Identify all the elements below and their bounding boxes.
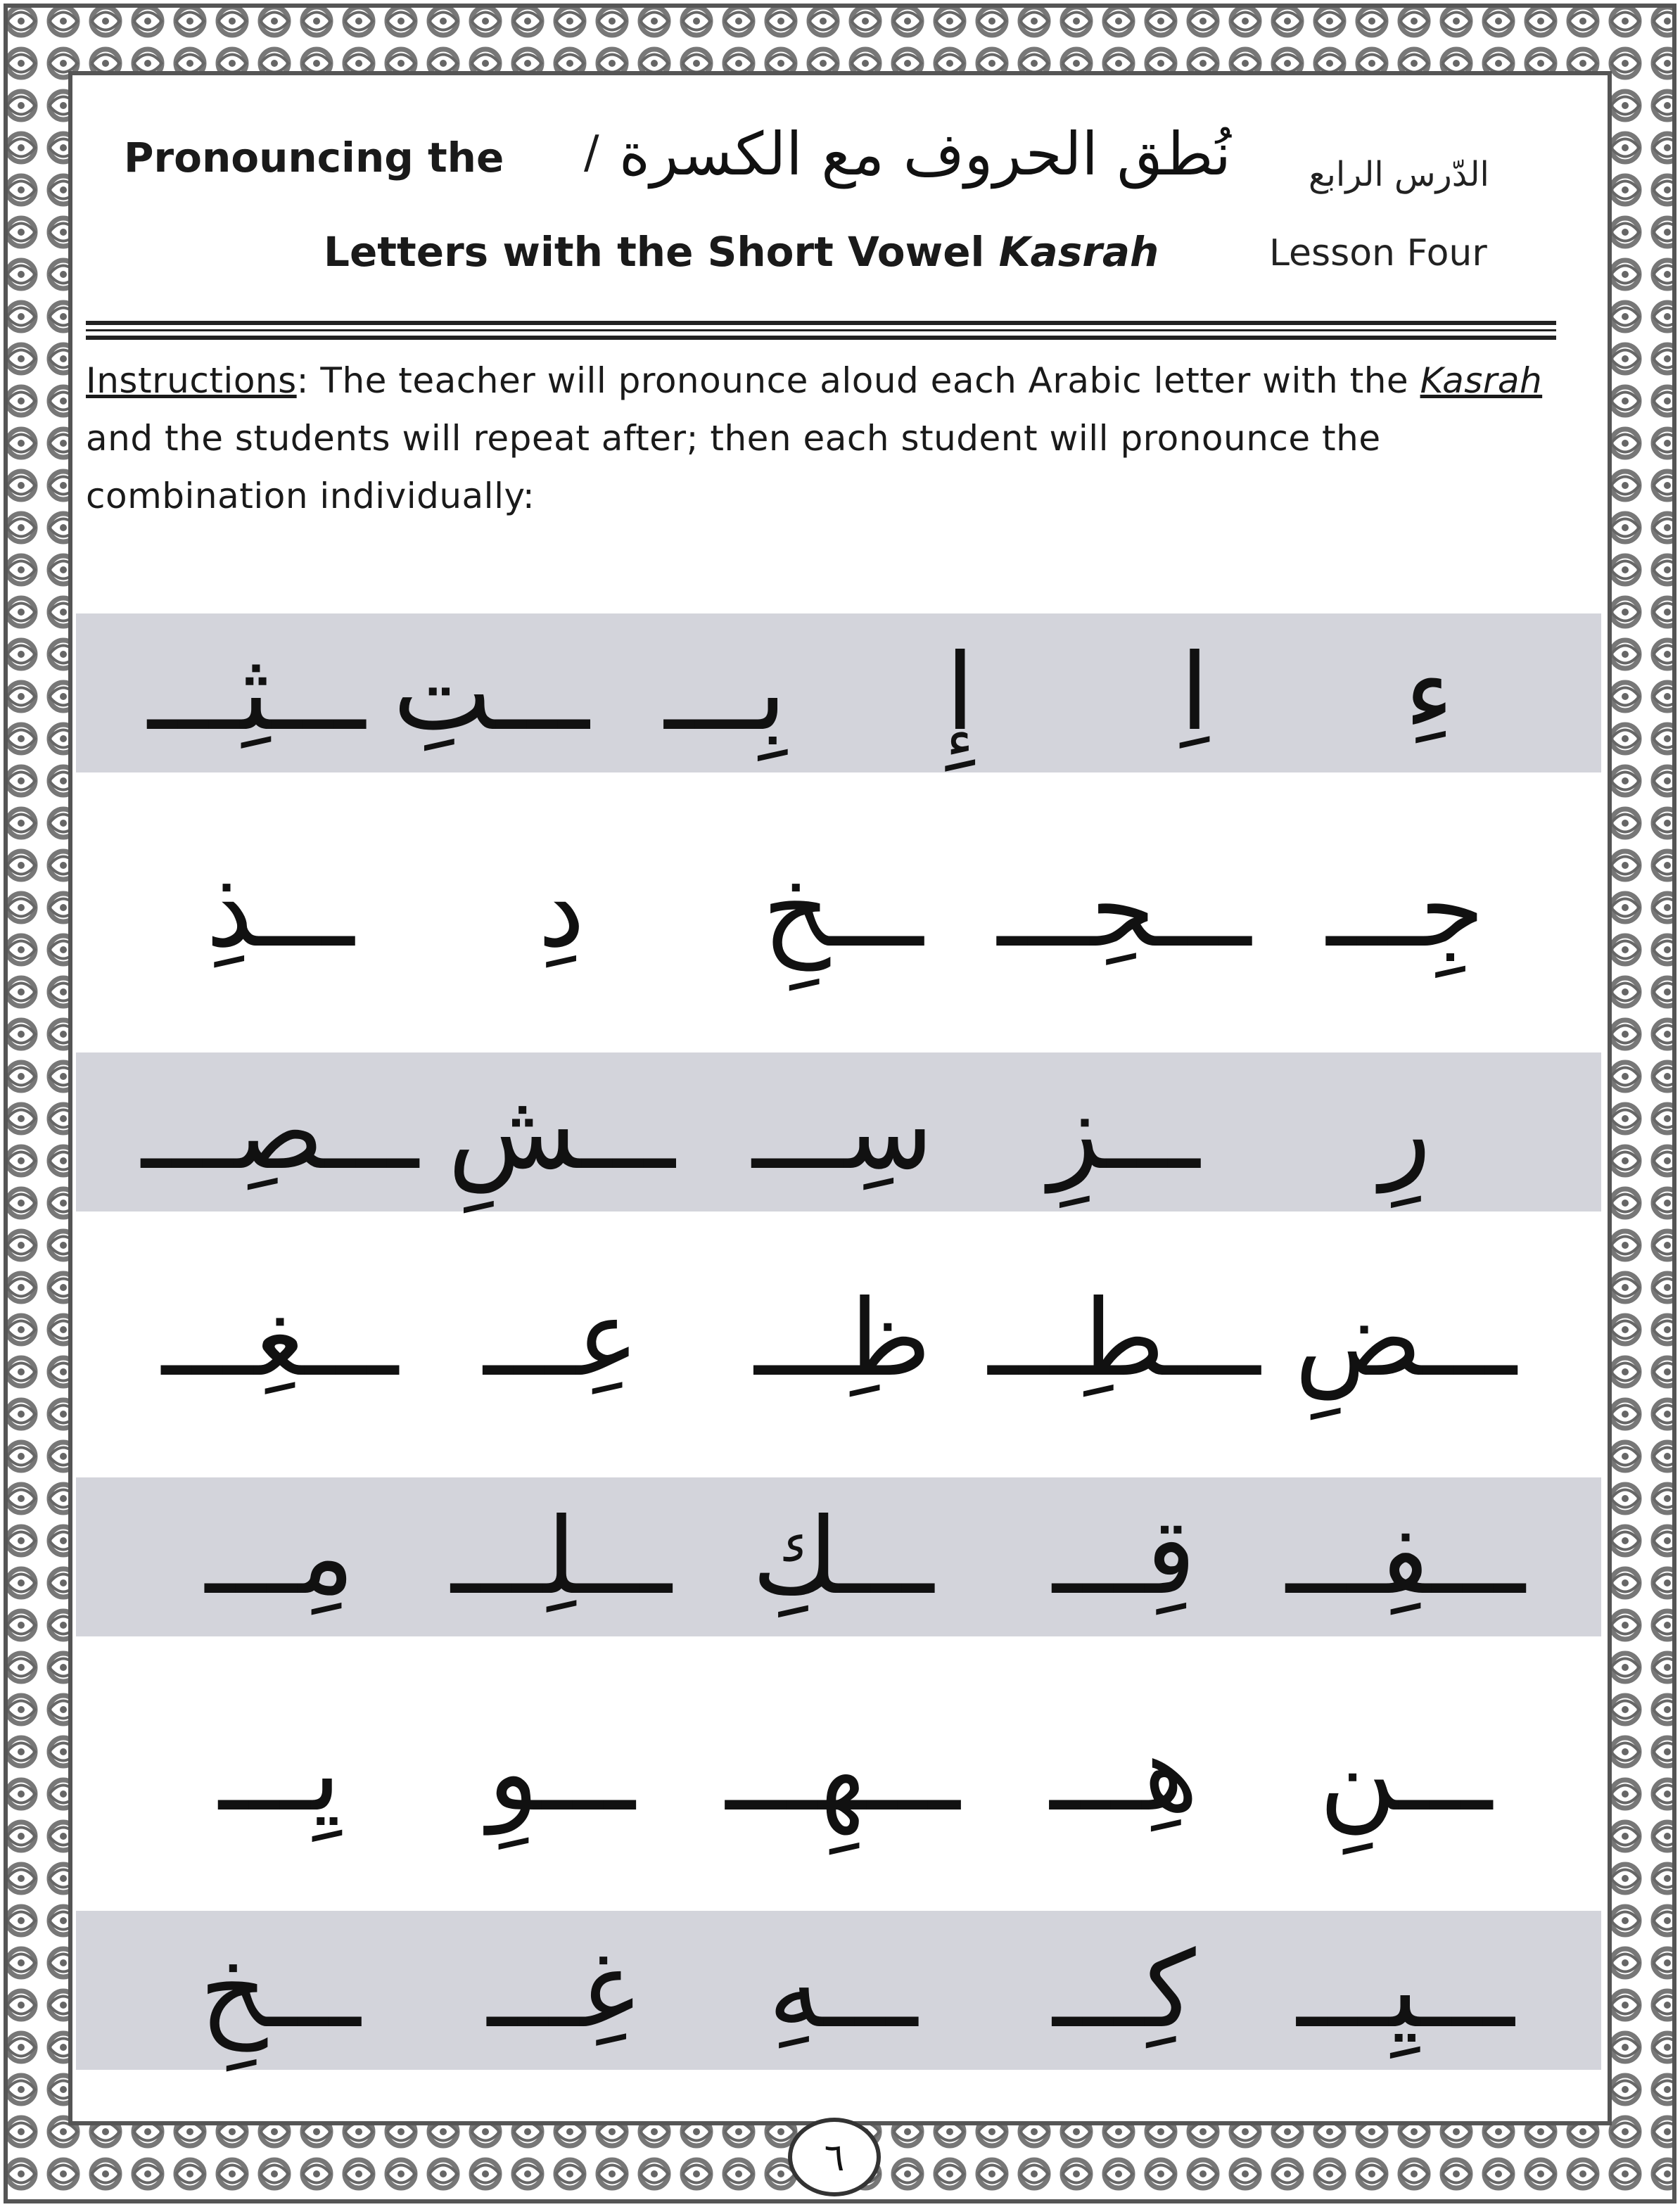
title-english-line2-term: Kasrah (998, 228, 1159, 276)
letter-cell: رِ (1380, 1071, 1432, 1193)
letter-cell: كِـــ (1052, 1929, 1196, 2052)
title-arabic: نُطق الحروف مع الكسرة (619, 120, 1231, 189)
letter-cell: قِـــ (1052, 1496, 1196, 1618)
letter-cell: إِ (945, 632, 975, 754)
letter-cell: ـــضِ (1294, 1278, 1517, 1400)
letter-cell: ـــلِـــ (451, 1496, 672, 1618)
letter-cell: يِـــ (219, 1712, 341, 1835)
letter-cell: جِـــ (1326, 848, 1485, 971)
letter-cell: ـــغِـــ (161, 1278, 399, 1400)
instructions-label: Instructions (86, 360, 297, 401)
letter-cell: سِـــ (752, 1071, 934, 1193)
letter-cell: ـــيِـــ (1297, 1929, 1515, 2052)
letter-cell: ـــصِـــ (141, 1071, 419, 1193)
header-rule-top (86, 321, 1556, 325)
letter-cell: بِـــ (664, 632, 787, 754)
letter-cell: مِـــ (205, 1496, 355, 1618)
letter-row (76, 830, 1601, 989)
letter-cell: ـــشِ (447, 1071, 675, 1193)
title-english-line2 (324, 228, 1159, 276)
letter-cell: ـــفِـــ (1286, 1496, 1525, 1618)
letter-row (76, 1911, 1601, 2070)
letter-row (76, 1694, 1601, 1853)
lesson-number-english: Lesson Four (1269, 232, 1487, 274)
title-separator: / (584, 127, 599, 179)
letter-cell: ـــهِـــ (725, 1712, 960, 1835)
letter-cell: ـــهِ (768, 1929, 918, 2052)
instructions-text-1: : The teacher will pronounce aloud each Arabic letter with the (296, 360, 1420, 401)
letter-cell: ءِ (1404, 632, 1454, 754)
letter-cell: ـــذِ (205, 848, 355, 971)
instructions-term: Kasrah (1420, 360, 1543, 401)
lesson-number-arabic: الدّرس الرابع (1309, 155, 1489, 194)
header-rule-mid (86, 329, 1556, 331)
title-english-line2-prefix: Letters with the Short Vowel (324, 228, 999, 276)
letter-cell: ـــتِ (393, 632, 590, 754)
letter-cell: ـــحِـــ (997, 848, 1252, 971)
letter-row (76, 1477, 1601, 1636)
letter-cell: هِـــ (1050, 1712, 1199, 1835)
letter-cell: ـــزِ (1048, 1071, 1200, 1193)
letter-cell: ظِـــ (754, 1278, 931, 1400)
letter-row (76, 1052, 1601, 1211)
page-number: ٦ (788, 2118, 881, 2196)
letter-cell: ـــثِـــ (148, 632, 366, 754)
letter-row (76, 613, 1601, 772)
letter-cell: عِـــ (483, 1278, 639, 1400)
letter-cell: دِ (537, 848, 585, 971)
title-english-line1: Pronouncing the (124, 134, 504, 182)
letter-cell: ـــطِـــ (988, 1278, 1261, 1400)
header-rule-bottom (86, 336, 1556, 340)
letter-cell: ـــكِ (751, 1496, 934, 1618)
instructions-text-2: and the students will repeat after; then each student will pronounce the combination individually: (86, 418, 1381, 516)
letter-cell: ـــنِ (1318, 1712, 1493, 1835)
letter-cell: ـــخِ (199, 1929, 361, 2052)
letter-cell: ـــخِ (762, 848, 924, 971)
letter-cell: اِ (1180, 632, 1209, 754)
letter-row (76, 1259, 1601, 1418)
letter-cell: غِـــ (487, 1929, 636, 2052)
letter-cell: ـــوِ (488, 1712, 635, 1835)
instructions (86, 352, 1570, 525)
